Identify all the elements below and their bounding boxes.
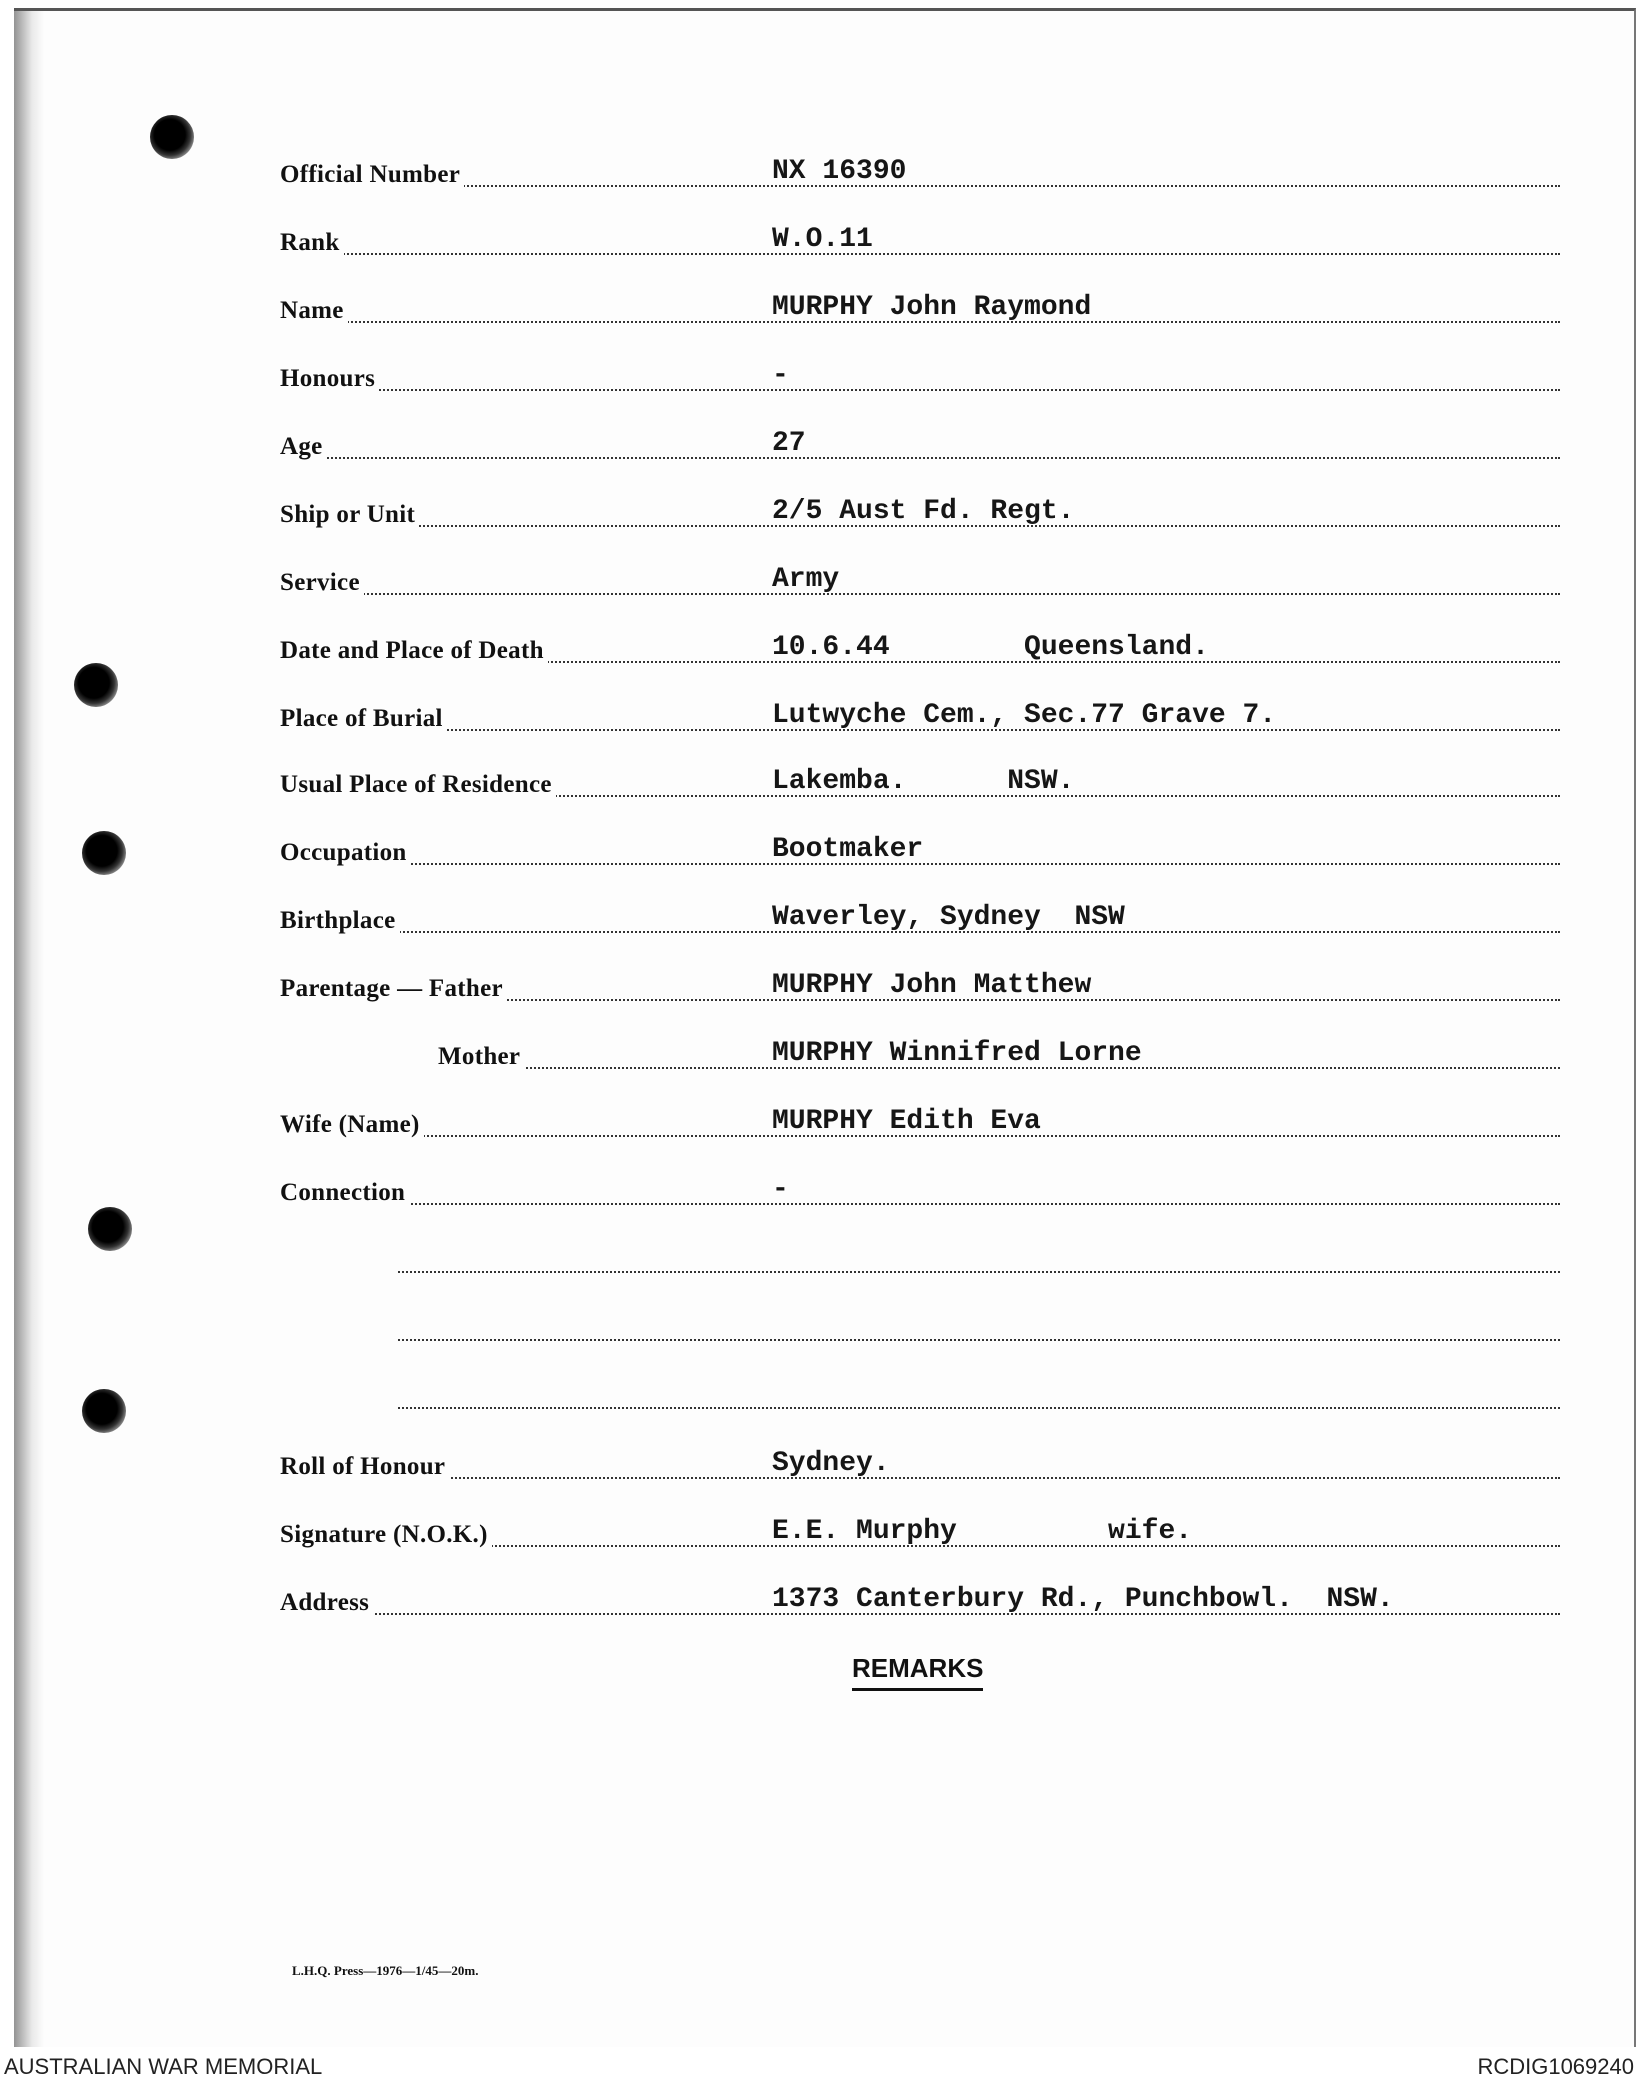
- field-value: Waverley, Sydney NSW: [772, 902, 1125, 933]
- form-row: [280, 497, 1560, 533]
- field-label: Age: [280, 433, 327, 461]
- dotted-leader-line: [280, 253, 1560, 255]
- form-row: [280, 1517, 1560, 1553]
- field-label: Ship or Unit: [280, 501, 419, 529]
- field-value: MURPHY Winnifred Lorne: [772, 1038, 1142, 1069]
- form-row: [280, 701, 1560, 737]
- field-label: Name: [280, 297, 348, 325]
- field-label: Parentage — Father: [280, 975, 507, 1003]
- field-label: Connection: [280, 1179, 409, 1207]
- field-value: 27: [772, 428, 806, 459]
- form-row: [280, 903, 1560, 939]
- punch-hole-icon: [82, 1389, 126, 1433]
- punch-hole-icon: [150, 115, 194, 159]
- form-row: [280, 971, 1560, 1007]
- remarks-heading: REMARKS: [852, 1653, 983, 1691]
- form-row: [280, 565, 1560, 601]
- form-row: [280, 293, 1560, 329]
- form-row: [280, 1039, 1560, 1075]
- dotted-leader-line: [280, 1477, 1560, 1479]
- dotted-leader-line: [280, 1203, 1560, 1205]
- form-row: [280, 361, 1560, 397]
- punch-hole-icon: [88, 1207, 132, 1251]
- field-label: Roll of Honour: [280, 1453, 449, 1481]
- form-row: [280, 835, 1560, 871]
- field-label: Honours: [280, 365, 379, 393]
- field-value: MURPHY John Matthew: [772, 970, 1092, 1001]
- page-edge-shadow: [14, 11, 44, 2047]
- dotted-leader-line: [280, 185, 1560, 187]
- field-value: 1373 Canterbury Rd., Punchbowl. NSW.: [772, 1584, 1394, 1615]
- punch-hole-icon: [74, 663, 118, 707]
- form-row: [280, 633, 1560, 669]
- field-value: Lakemba. NSW.: [772, 766, 1075, 797]
- form-row: [280, 429, 1560, 465]
- field-value: W.O.11: [772, 224, 873, 255]
- form-row: [280, 1585, 1560, 1621]
- field-value: E.E. Murphy wife.: [772, 1516, 1193, 1547]
- form-row: [280, 225, 1560, 261]
- dotted-leader-line: [280, 593, 1560, 595]
- field-value: MURPHY John Raymond: [772, 292, 1092, 323]
- field-label: Service: [280, 569, 364, 597]
- field-value: Army: [772, 564, 840, 595]
- field-label: Place of Burial: [280, 705, 447, 733]
- field-label: Address: [280, 1589, 373, 1617]
- dotted-leader-line: [398, 1339, 1560, 1341]
- field-label: Date and Place of Death: [280, 637, 548, 665]
- form-row: [280, 1107, 1560, 1143]
- form-row: [280, 157, 1560, 193]
- form-row: [280, 1311, 1560, 1347]
- document-page: [14, 8, 1636, 2047]
- field-value: NX 16390: [772, 156, 907, 187]
- field-label: Wife (Name): [280, 1111, 424, 1139]
- footer-record-id: RCDIG1069240: [1477, 2054, 1634, 2079]
- field-value: MURPHY Edith Eva: [772, 1106, 1041, 1137]
- field-label: Birthplace: [280, 907, 400, 935]
- field-label: Occupation: [280, 839, 411, 867]
- field-label: Official Number: [280, 161, 464, 189]
- field-value: -: [772, 360, 789, 391]
- field-label: Signature (N.O.K.): [280, 1521, 492, 1549]
- field-value: -: [772, 1174, 789, 1205]
- form-row: [280, 1449, 1560, 1485]
- form-row: [280, 767, 1560, 803]
- printer-note: L.H.Q. Press—1976—1/45—20m.: [292, 1963, 479, 1978]
- punch-hole-icon: [82, 831, 126, 875]
- field-value: 2/5 Aust Fd. Regt.: [772, 496, 1075, 527]
- field-value: Lutwyche Cem., Sec.77 Grave 7.: [772, 700, 1277, 731]
- form-row: [280, 1379, 1560, 1415]
- field-value: 10.6.44 Queensland.: [772, 632, 1209, 663]
- field-label: Mother: [438, 1043, 524, 1071]
- field-label: Usual Place of Residence: [280, 771, 556, 799]
- field-value: Bootmaker: [772, 834, 924, 865]
- form-row: [280, 1175, 1560, 1211]
- dotted-leader-line: [280, 389, 1560, 391]
- dotted-leader-line: [398, 1407, 1560, 1409]
- form-row: [280, 1243, 1560, 1279]
- dotted-leader-line: [398, 1271, 1560, 1273]
- footer-archive-name: AUSTRALIAN WAR MEMORIAL: [4, 2054, 323, 2079]
- field-value: Sydney.: [772, 1448, 890, 1479]
- field-label: Rank: [280, 229, 344, 257]
- dotted-leader-line: [280, 457, 1560, 459]
